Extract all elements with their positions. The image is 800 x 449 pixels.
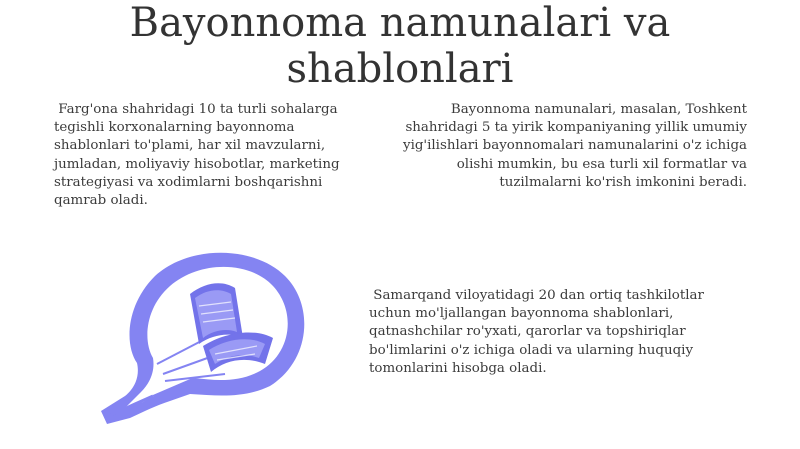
lightbulb-book-icon: [95, 246, 315, 431]
paragraph-tashkent: Bayonnoma namunalari, masalan, Toshkent shahridagi 5 ta yirik kompaniyaning yillik umumiy yig'ilishlari bayonnomalari namunalarini o'z ichiga olishi mumkin, bu esa turli xil formatlar va tuzilmalarni ko'rish imkonini beradi.: [403, 102, 747, 190]
paragraph-fergana: Farg'ona shahridagi 10 ta turli sohalarga tegishli korxonalarning bayonnoma shablonlari to'plami, har xil mavzularni, jumladan, moliyaviy hisobotlar, marketing strategiyasi va xodimlarni boshqarishni qamrab oladi.: [54, 102, 340, 209]
lightbulb-book-svg: [95, 246, 315, 431]
paragraph-samarkand: Samarqand viloyatidagi 20 dan ortiq tashkilotlar uchun mo'ljallangan bayonnoma shablonlari, qatnashchilar ro'yxati, qarorlar va topshiriqlar bo'limlarini o'z ichiga oladi va ularning huquqiy tomonlarini hisobga oladi.: [369, 288, 704, 376]
page-title: Bayonnoma namunalari va shablonlari: [129, 0, 671, 92]
